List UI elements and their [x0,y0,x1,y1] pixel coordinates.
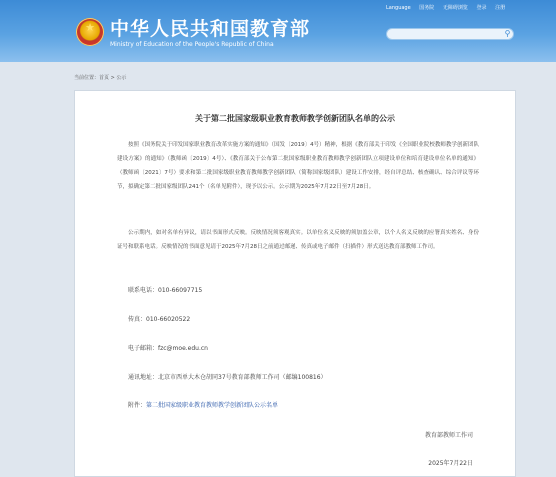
signature-org: 教育部教师工作司 [424,432,473,439]
signature-date: 2025年7月22日 [428,460,473,467]
attachment-link[interactable]: 第二批国家级职业教育教师教学创新团队公示名单 [146,402,279,409]
search-input[interactable] [386,28,514,40]
article-paragraph-2: 公示期内，如对名单有异议，请以书面形式反映。反映情况须客观真实。以单位名义反映的须加盖公章，以个人名义反映的应署真实姓名、身份证号和联系电话。反映情况的书面意见请于2025年7月28日之前通过邮递、传真或电子邮件（扫描件）形式送达教育部教师工作司。 [117,230,479,250]
contact-address: 通讯地址：北京市西单大木仓胡同37号教育部教师工作司（邮编100816） [128,374,327,381]
search-icon[interactable]: ⚲ [504,29,511,38]
article-title: 关于第二批国家级职业教育教师教学创新团队名单的公示 [195,114,395,123]
attachment-line [128,401,278,410]
site-title: 中华人民共和国教育部 [110,18,311,40]
contact-phone: 联系电话：010-66097715 [128,287,203,294]
top-link-login[interactable]: 登录 [476,5,487,11]
top-link-language[interactable]: Language [386,5,411,11]
contact-fax: 传真：010-66020522 [128,316,191,323]
top-link-accessibility[interactable]: 无障碍浏览 [442,5,468,11]
attachment-label: 附件： [128,402,147,409]
article-paragraph-1: 按照《国务院关于印发国家职业教育改革实施方案的通知》（国发〔2019〕4号）精神，根据《教育部关于印发《全国职业院校教师教学创新团队建设方案》的通知》（教师函〔2019〕4号）、《教育部关于公布第二批国家级职业教育教师教学创新团队立项建设单位和培育建设单位名单的通知》（教师函〔2021〕7号）要求和第二批国家级职业教育教师教学创新团队（简称国家级团队）建设工作安排，经自评总结、核查确认、综合评议等环节，拟确定第二批国家级团队241个（名单见附件），现予以公示。公示期为2025年7月22日至7月28日。 [117,142,479,190]
site-header [0,0,556,62]
contact-email: 电子邮箱：fzc@moe.edu.cn [128,345,208,352]
top-link-state-council[interactable]: 国务院 [419,5,435,11]
top-links [386,4,512,12]
top-link-register[interactable]: 注册 [495,5,506,11]
national-emblem-icon [76,18,104,46]
breadcrumb: 当前位置：首页 > 公示 [74,75,127,81]
article-panel [74,90,516,477]
site-subtitle: Ministry of Education of the People's Republic of China [110,41,274,48]
